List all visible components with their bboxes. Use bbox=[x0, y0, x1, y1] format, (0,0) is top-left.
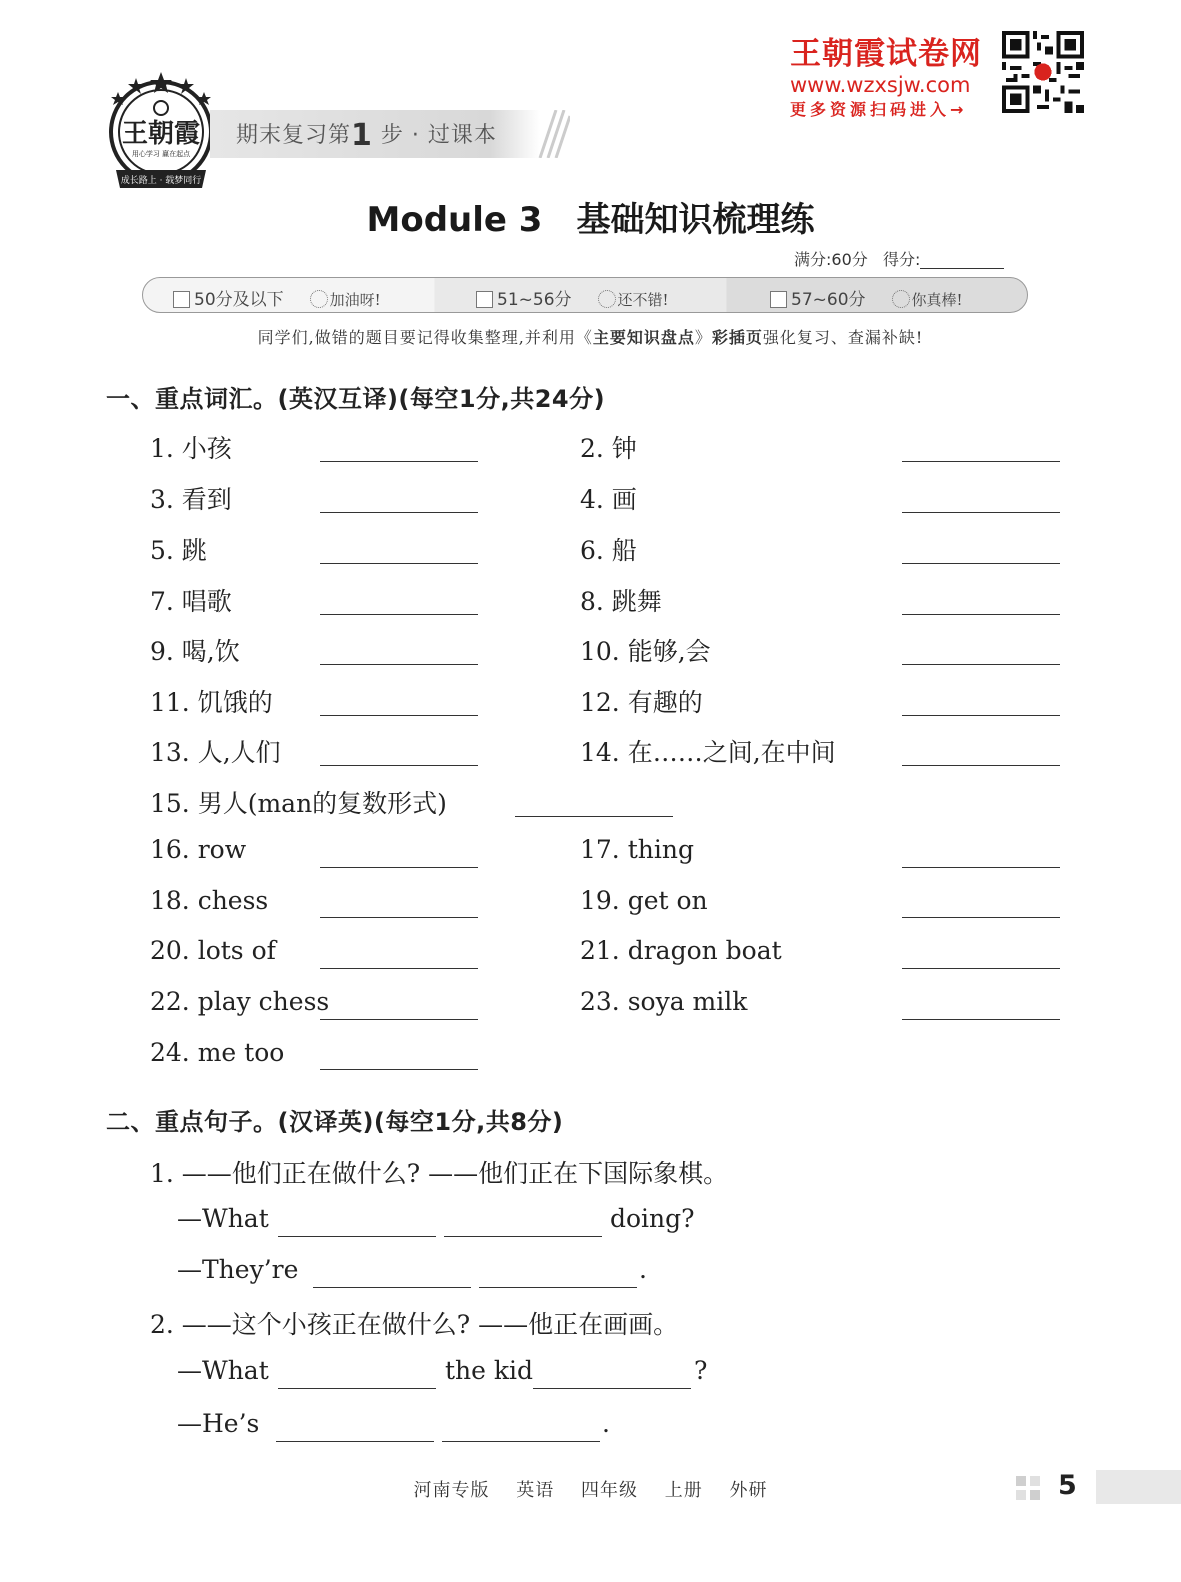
vocab-item: 14. 在……之间,在中间 bbox=[580, 738, 836, 767]
vocab-item: 13. 人,人们 bbox=[150, 738, 281, 767]
banner-title bbox=[236, 118, 497, 153]
decor-square bbox=[1030, 1490, 1040, 1500]
answer-blank[interactable] bbox=[278, 1236, 436, 1237]
answer-blank[interactable] bbox=[320, 614, 478, 615]
sentence-prompt: 1. ——他们正在做什么? ——他们正在下国际象棋。 bbox=[150, 1159, 729, 1188]
vocab-item: 18. chess bbox=[150, 886, 269, 915]
answer-blank[interactable] bbox=[902, 563, 1060, 564]
answer-blank[interactable] bbox=[902, 917, 1060, 918]
rating-comment: 你真棒! bbox=[911, 291, 963, 309]
rating-comment: 还不错! bbox=[617, 291, 669, 309]
checkbox[interactable] bbox=[476, 291, 493, 308]
vocab-item: 7. 唱歌 bbox=[150, 587, 232, 616]
decor-square bbox=[1016, 1490, 1026, 1500]
answer-blank[interactable] bbox=[320, 968, 478, 969]
answer-blank[interactable] bbox=[320, 1019, 478, 1020]
note-text: 》 bbox=[694, 328, 712, 347]
decor-square bbox=[1016, 1476, 1026, 1486]
sentence-text: ? bbox=[694, 1356, 708, 1385]
vocab-item: 23. soya milk bbox=[580, 987, 748, 1016]
answer-blank[interactable] bbox=[320, 867, 478, 868]
sentence-text: —He’s bbox=[177, 1409, 260, 1438]
vocab-item: 8. 跳舞 bbox=[580, 587, 662, 616]
page-number: 5 bbox=[1058, 1470, 1077, 1501]
answer-blank[interactable] bbox=[902, 968, 1060, 969]
vocab-item: 11. 饥饿的 bbox=[150, 688, 273, 717]
vocab-item: 4. 画 bbox=[580, 485, 637, 514]
sentence-text: —What bbox=[177, 1356, 269, 1385]
answer-blank[interactable] bbox=[902, 512, 1060, 513]
rating-range: 57~60分 bbox=[791, 290, 866, 310]
score-line bbox=[794, 247, 1004, 270]
rating-item[interactable] bbox=[476, 285, 669, 310]
checkbox[interactable] bbox=[770, 291, 787, 308]
vocab-item: 17. thing bbox=[580, 835, 694, 864]
vocab-item: 22. play chess bbox=[150, 987, 330, 1016]
answer-blank[interactable] bbox=[313, 1287, 471, 1288]
answer-blank[interactable] bbox=[320, 1069, 478, 1070]
brand-url[interactable]: www.wzxsjw.com bbox=[790, 73, 971, 97]
answer-blank[interactable] bbox=[902, 715, 1060, 716]
svg-text:用心学习 赢在起点: 用心学习 赢在起点 bbox=[131, 150, 191, 158]
footer-subject: 英语 bbox=[516, 1480, 555, 1501]
vocab-item: 6. 船 bbox=[580, 536, 637, 565]
svg-text:成长路上 · 载梦同行: 成长路上 · 载梦同行 bbox=[120, 176, 202, 186]
decor-square bbox=[1030, 1476, 1040, 1486]
rating-item[interactable] bbox=[770, 285, 963, 310]
brand-block bbox=[790, 28, 1000, 120]
answer-blank[interactable] bbox=[320, 715, 478, 716]
banner-suffix: 步 · 过课本 bbox=[380, 123, 497, 148]
rating-range: 51~56分 bbox=[497, 290, 572, 310]
vocab-item: 1. 小孩 bbox=[150, 434, 232, 463]
page-title bbox=[0, 192, 1181, 241]
answer-blank[interactable] bbox=[444, 1236, 602, 1237]
vocab-item: 20. lots of bbox=[150, 936, 276, 965]
brand-name: 王朝霞试卷网 bbox=[790, 36, 982, 72]
vocab-item: 3. 看到 bbox=[150, 485, 232, 514]
note-bold: 主要知识盘点 bbox=[592, 328, 695, 347]
answer-blank[interactable] bbox=[902, 1019, 1060, 1020]
answer-blank[interactable] bbox=[902, 614, 1060, 615]
study-note bbox=[0, 325, 1181, 348]
answer-blank[interactable] bbox=[479, 1287, 637, 1288]
sentence-text: —What bbox=[177, 1204, 269, 1233]
answer-blank[interactable] bbox=[902, 867, 1060, 868]
rating-comment: 加油呀! bbox=[329, 291, 381, 309]
vocab-item: 5. 跳 bbox=[150, 536, 207, 565]
note-bold: 彩插页 bbox=[711, 328, 763, 347]
answer-blank[interactable] bbox=[320, 512, 478, 513]
footer-term: 上册 bbox=[664, 1480, 703, 1501]
note-text: 同学们,做错的题目要记得收集整理,并利用《 bbox=[257, 328, 593, 347]
rating-range: 50分及以下 bbox=[194, 290, 284, 310]
qr-code-icon[interactable] bbox=[1002, 31, 1084, 113]
banner-step-number: 1 bbox=[351, 118, 373, 153]
rating-item[interactable] bbox=[173, 285, 381, 310]
vocab-item: 21. dragon boat bbox=[580, 936, 782, 965]
smiley-icon bbox=[892, 290, 910, 308]
svg-text:王朝霞: 王朝霞 bbox=[121, 119, 201, 149]
page-subtitle: 基础知识梳理练 bbox=[576, 200, 815, 240]
answer-blank[interactable] bbox=[320, 765, 478, 766]
full-score: 满分:60分 bbox=[794, 250, 868, 269]
sentence-text: —They’re bbox=[177, 1255, 299, 1284]
answer-blank[interactable] bbox=[515, 816, 673, 817]
vocab-item: 9. 喝,饮 bbox=[150, 637, 240, 666]
footer-info bbox=[0, 1476, 1181, 1502]
answer-blank[interactable] bbox=[902, 461, 1060, 462]
banner-prefix: 期末复习第 bbox=[236, 123, 352, 148]
answer-blank[interactable] bbox=[320, 461, 478, 462]
sentence-text: doing? bbox=[610, 1204, 695, 1233]
score-got-label: 得分: bbox=[883, 250, 921, 269]
vocab-item: 19. get on bbox=[580, 886, 708, 915]
answer-blank[interactable] bbox=[902, 664, 1060, 665]
score-blank[interactable] bbox=[920, 251, 1004, 269]
vocab-item: 10. 能够,会 bbox=[580, 637, 711, 666]
footer-publisher: 外研 bbox=[729, 1480, 768, 1501]
vocab-item: 24. me too bbox=[150, 1038, 285, 1067]
answer-blank[interactable] bbox=[276, 1441, 434, 1442]
smiley-icon bbox=[598, 290, 616, 308]
sentence-text: the kid bbox=[445, 1356, 534, 1385]
page-tab bbox=[1096, 1470, 1181, 1504]
answer-blank[interactable] bbox=[442, 1441, 600, 1442]
sentence-text: . bbox=[639, 1255, 647, 1284]
sentence-text: . bbox=[602, 1409, 610, 1438]
section-heading: 一、重点词汇。(英汉互译)(每空1分,共24分) bbox=[106, 385, 606, 413]
answer-blank[interactable] bbox=[320, 664, 478, 665]
answer-blank[interactable] bbox=[533, 1388, 691, 1389]
vocab-item: 15. 男人(man的复数形式) bbox=[150, 789, 447, 818]
vocab-item: 2. 钟 bbox=[580, 434, 637, 463]
brand-more-link[interactable]: 更多资源扫码进入→ bbox=[790, 100, 968, 119]
answer-blank[interactable] bbox=[278, 1388, 436, 1389]
answer-blank[interactable] bbox=[320, 563, 478, 564]
wangzhaoxia-logo bbox=[106, 70, 216, 192]
footer-edition: 河南专版 bbox=[413, 1480, 490, 1501]
section-heading: 二、重点句子。(汉译英)(每空1分,共8分) bbox=[106, 1108, 564, 1136]
note-text: 强化复习、查漏补缺! bbox=[762, 328, 924, 347]
self-rating-bar bbox=[142, 277, 1028, 313]
sentence-prompt: 2. ——这个小孩正在做什么? ——他正在画画。 bbox=[150, 1310, 679, 1339]
vocab-item: 12. 有趣的 bbox=[580, 688, 703, 717]
footer-grade: 四年级 bbox=[581, 1480, 638, 1501]
vocab-item: 16. row bbox=[150, 835, 247, 864]
answer-blank[interactable] bbox=[902, 765, 1060, 766]
module-label: Module 3 bbox=[366, 200, 543, 240]
smiley-icon bbox=[310, 290, 328, 308]
answer-blank[interactable] bbox=[320, 917, 478, 918]
checkbox[interactable] bbox=[173, 291, 190, 308]
